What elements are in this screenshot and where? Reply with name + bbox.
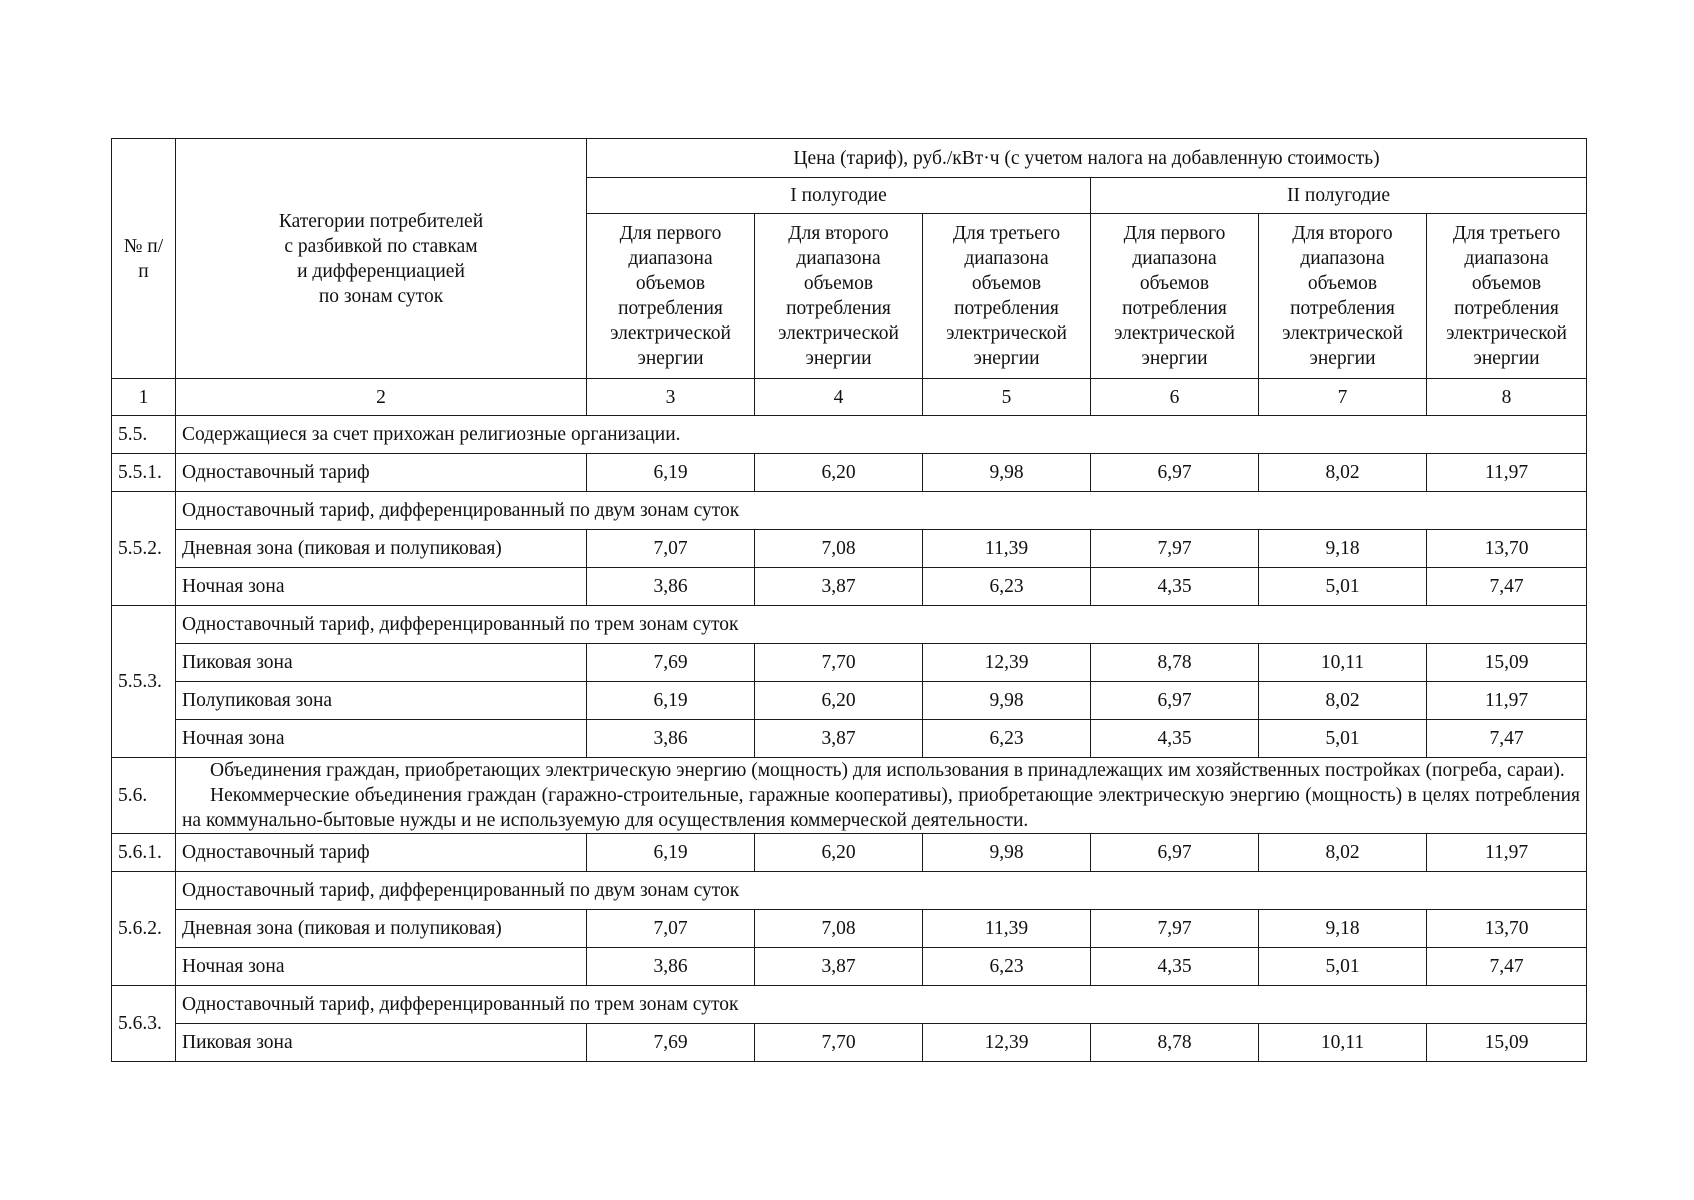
header-no-label: № п/п [123,235,164,282]
tariff-value: 7,08 [755,910,923,948]
column-index-row [112,379,1587,416]
table-row [112,1024,1587,1062]
column-index: 1 [112,379,176,416]
tariff-value: 7,08 [755,530,923,568]
tariff-value: 6,20 [755,834,923,872]
tariff-value: 6,97 [1091,682,1259,720]
tariff-value: 3,86 [587,568,755,606]
section-title: Одноставочный тариф, дифференцированный по трем зонам суток [176,606,1587,644]
section-row [112,986,1587,1024]
table-row [112,834,1587,872]
row-number: 5.6.3. [112,986,176,1062]
tariff-value: 3,87 [755,720,923,758]
row-number: 5.5. [112,416,176,454]
header-row-price [112,139,1587,178]
section-title: Одноставочный тариф, дифференцированный по двум зонам суток [176,492,1587,530]
category-label: Пиковая зона [176,1024,587,1062]
category-label: Пиковая зона [176,644,587,682]
header-category-line: Категории потребителей [278,210,484,232]
section-description [176,758,1587,834]
tariff-value: 6,19 [587,454,755,492]
section-paragraph: Объединения граждан, приобретающих электрическую энергию (мощность) для использования в принадлежащих им хозяйственных постройках (погреба, сараи). [210,760,1565,781]
category-label: Ночная зона [176,948,587,986]
tariff-value: 6,20 [755,682,923,720]
tariff-value: 7,47 [1427,568,1587,606]
row-number: 5.6.1. [112,834,176,872]
tariff-value: 9,98 [923,454,1091,492]
header-range-4: Для первого диапазона объемов потребления электрической энергии [1091,214,1259,379]
tariff-table-body [112,139,1587,1062]
tariff-value: 8,02 [1259,682,1427,720]
column-index: 6 [1091,379,1259,416]
tariff-value: 8,78 [1091,644,1259,682]
table-row [112,910,1587,948]
category-label: Дневная зона (пиковая и полупиковая) [176,910,587,948]
tariff-value: 12,39 [923,644,1091,682]
tariff-value: 3,86 [587,948,755,986]
tariff-value: 3,87 [755,948,923,986]
tariff-value: 6,97 [1091,454,1259,492]
tariff-table [111,138,1587,1062]
tariff-value: 13,70 [1427,530,1587,568]
tariff-value: 7,47 [1427,720,1587,758]
table-row [112,568,1587,606]
table-row [112,682,1587,720]
tariff-value: 11,97 [1427,682,1587,720]
section-title: Содержащиеся за счет прихожан религиозные организации. [176,416,1587,454]
row-number: 5.5.2. [112,492,176,606]
tariff-value: 6,19 [587,682,755,720]
tariff-value: 11,97 [1427,454,1587,492]
tariff-value: 9,18 [1259,910,1427,948]
tariff-value: 7,70 [755,644,923,682]
tariff-value: 9,98 [923,834,1091,872]
tariff-value: 5,01 [1259,568,1427,606]
header-category-line: и дифференциацией [297,260,465,282]
header-half-1: I полугодие [587,178,1091,214]
tariff-value: 6,20 [755,454,923,492]
tariff-value: 11,39 [923,530,1091,568]
tariff-value: 10,11 [1259,1024,1427,1062]
tariff-value: 4,35 [1091,720,1259,758]
tariff-value: 7,47 [1427,948,1587,986]
header-range-3: Для третьего диапазона объемов потребления электрической энергии [923,214,1091,379]
section-paragraph: Некоммерческие объединения граждан (гаражно-строительные, гаражные кооперативы), приобретающие электрическую энергию (мощность) в целях потребления на коммунально-бытовые нужды и не используемую для осуществления коммерческой деятельности. [182,785,1581,831]
category-label: Полупиковая зона [176,682,587,720]
tariff-value: 6,97 [1091,834,1259,872]
tariff-value: 9,18 [1259,530,1427,568]
tariff-value: 8,02 [1259,454,1427,492]
row-number: 5.5.1. [112,454,176,492]
table-row [112,454,1587,492]
tariff-value: 11,39 [923,910,1091,948]
row-number: 5.6. [112,758,176,834]
tariff-value: 8,78 [1091,1024,1259,1062]
tariff-value: 12,39 [923,1024,1091,1062]
section-title: Одноставочный тариф, дифференцированный по двум зонам суток [176,872,1587,910]
header-range-6: Для третьего диапазона объемов потребления электрической энергии [1427,214,1587,379]
tariff-value: 15,09 [1427,1024,1587,1062]
tariff-value: 8,02 [1259,834,1427,872]
column-index: 8 [1427,379,1587,416]
tariff-value: 15,09 [1427,644,1587,682]
category-label: Одноставочный тариф [176,454,587,492]
tariff-value: 3,86 [587,720,755,758]
tariff-value: 7,69 [587,644,755,682]
tariff-value: 7,69 [587,1024,755,1062]
category-label: Одноставочный тариф [176,834,587,872]
tariff-value: 10,11 [1259,644,1427,682]
tariff-value: 7,07 [587,530,755,568]
header-category-line: с разбивкой по ставкам [284,235,478,257]
column-index: 3 [587,379,755,416]
header-half-2: II полугодие [1091,178,1587,214]
tariff-value: 7,07 [587,910,755,948]
table-row [112,948,1587,986]
header-range-2: Для второго диапазона объемов потребления электрической энергии [755,214,923,379]
header-range-1: Для первого диапазона объемов потребления электрической энергии [587,214,755,379]
section-title: Одноставочный тариф, дифференцированный по трем зонам суток [176,986,1587,1024]
column-index: 2 [176,379,587,416]
tariff-value: 5,01 [1259,948,1427,986]
tariff-value: 9,98 [923,682,1091,720]
tariff-value: 7,97 [1091,910,1259,948]
column-index: 5 [923,379,1091,416]
header-category [176,139,587,379]
table-row [112,530,1587,568]
tariff-value: 4,35 [1091,568,1259,606]
row-number: 5.5.3. [112,606,176,758]
header-no [112,139,176,379]
table-row [112,720,1587,758]
table-row [112,644,1587,682]
tariff-value: 7,97 [1091,530,1259,568]
tariff-value: 5,01 [1259,720,1427,758]
tariff-value: 6,19 [587,834,755,872]
section-row [112,872,1587,910]
tariff-value: 6,23 [923,948,1091,986]
tariff-value: 11,97 [1427,834,1587,872]
section-row [112,416,1587,454]
tariff-value: 6,23 [923,720,1091,758]
section-row [112,758,1587,834]
tariff-value: 3,87 [755,568,923,606]
category-label: Ночная зона [176,568,587,606]
category-label: Дневная зона (пиковая и полупиковая) [176,530,587,568]
tariff-value: 7,70 [755,1024,923,1062]
header-price: Цена (тариф), руб./кВт·ч (с учетом налога на добавленную стоимость) [587,139,1587,178]
header-category-line: по зонам суток [318,285,444,307]
section-row [112,492,1587,530]
header-range-5: Для второго диапазона объемов потребления электрической энергии [1259,214,1427,379]
category-label: Ночная зона [176,720,587,758]
tariff-value: 6,23 [923,568,1091,606]
column-index: 4 [755,379,923,416]
tariff-value: 13,70 [1427,910,1587,948]
section-row [112,606,1587,644]
tariff-value: 4,35 [1091,948,1259,986]
column-index: 7 [1259,379,1427,416]
row-number: 5.6.2. [112,872,176,986]
